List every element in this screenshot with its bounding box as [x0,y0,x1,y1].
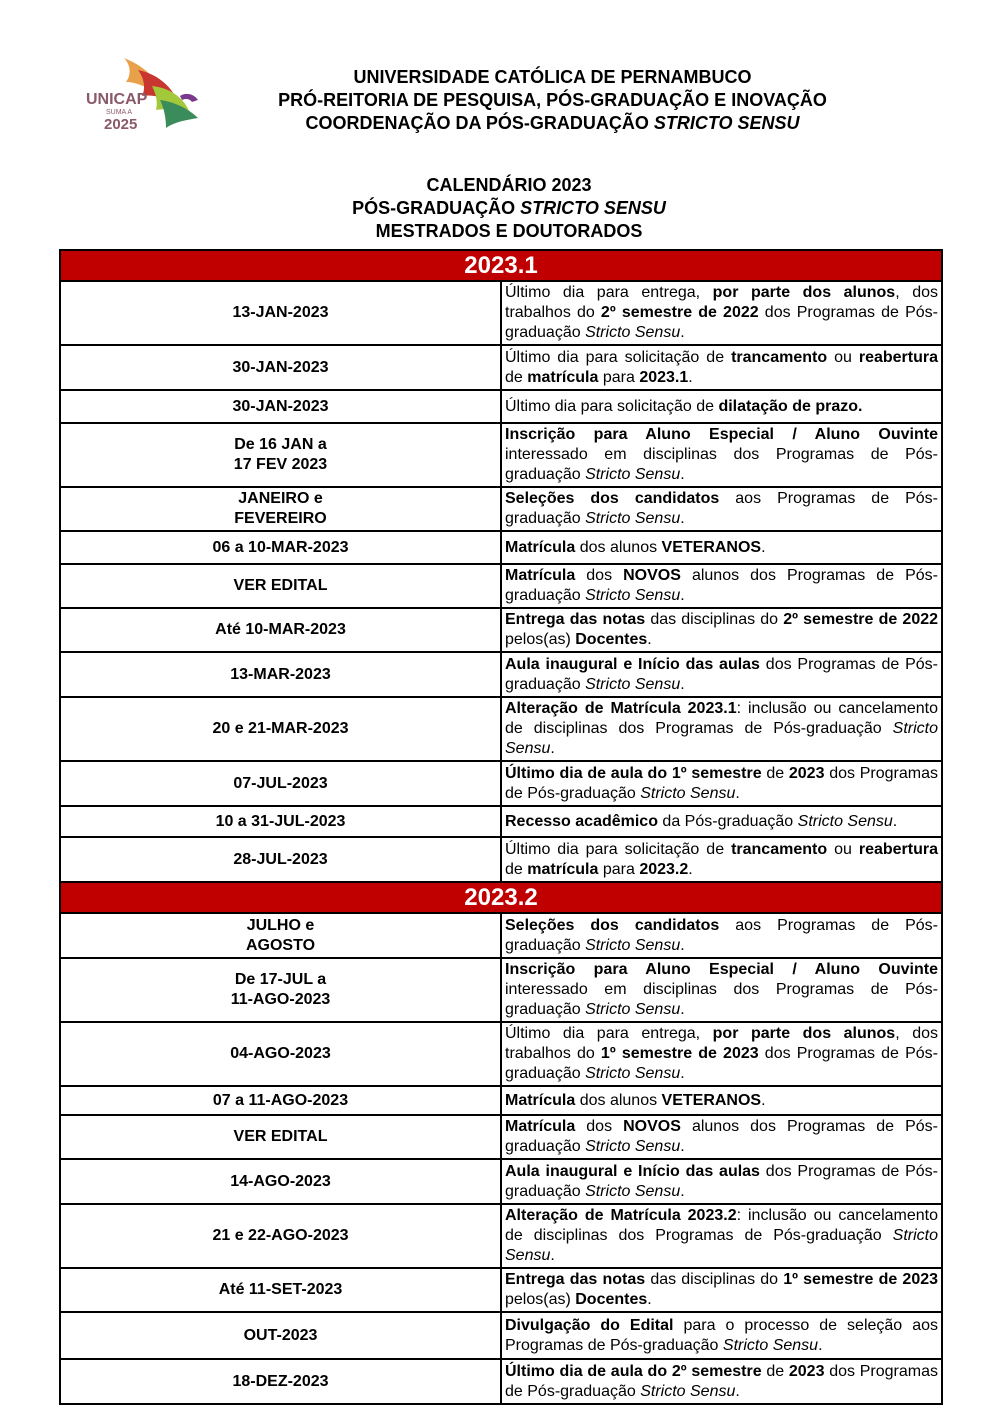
calendar-date [60,652,501,697]
calendar-description [501,697,942,761]
header-line-university: UNIVERSIDADE CATÓLICA DE PERNAMBUCO [353,67,752,87]
calendar-date [60,281,501,345]
description-text: alunos dos Programas de Pós-graduação [505,567,938,604]
calendar-title-line3: MESTRADOS E DOUTORADOS [375,221,643,241]
calendar-date [60,1312,501,1359]
description-text: . [680,1065,685,1082]
calendar-date [60,1022,501,1086]
section-header-row [60,250,942,281]
calendar-row [60,390,942,423]
calendar-date [60,1359,501,1404]
description-text: dos Programas de Pós-graduação [505,1362,938,1400]
date-line: De 17-JUL a [234,971,327,988]
calendar-date [60,1159,501,1204]
description-text: pelos(as) [505,631,576,648]
date-line: 07 a 11-AGO-2023 [212,1091,349,1109]
description-text: Último dia para entrega, [505,284,713,301]
date-line: OUT-2023 [243,1326,318,1344]
description-text: dos Programas de Pós-graduação [505,764,938,802]
logo-text: UNICAP [86,91,148,108]
calendar-row [60,608,942,652]
description-text: Último dia para entrega, [505,1025,713,1042]
description-italic: Stricto Sensu [585,324,681,341]
description-italic: Stricto Sensu [722,1336,819,1354]
calendar-description [501,1359,942,1404]
logo-subtext: SUMA A [106,109,133,116]
calendar-row [60,1268,942,1312]
description-bold: reabertura [858,348,939,366]
description-text: de [505,860,528,878]
calendar-row [60,806,942,837]
description-bold: Seleções dos candidatos [505,490,720,507]
description-text: dos Programas de Pós-graduação [505,304,938,341]
description-bold: NOVOS [623,567,681,584]
description-italic: Stricto Sensu [585,1001,681,1018]
calendar-date [60,345,501,390]
description-italic: Stricto Sensu [797,812,893,830]
description-bold: Último dia de aula do 2º semestre [505,1362,762,1380]
calendar-date [60,1204,501,1268]
description-text: interessado em disciplinas dos Programas de Pós-graduação [505,981,938,1018]
description-text: . [680,587,685,604]
calendar-date [60,423,501,487]
description-bold: Aula inaugural e Início das aulas [505,1162,760,1180]
calendar-description [501,1115,942,1159]
calendar-title [200,174,818,243]
calendar-description [501,1312,942,1359]
description-text: Último dia para solicitação de [505,348,732,366]
date-line: Até 10-MAR-2023 [215,621,346,638]
description-text: . [735,784,740,802]
description-text: das disciplinas do [645,1271,784,1288]
date-line: 21 e 22-AGO-2023 [212,1227,349,1244]
description-text: : inclusão ou cancelamento de disciplinas dos Programas de Pós-graduação [505,700,939,737]
calendar-date [60,913,501,958]
description-bold: Inscrição para Aluno Especial / Aluno Ouvinte [505,961,938,978]
section-title: 2023.1 [60,250,942,281]
description-text: de [505,368,528,386]
date-line: 13-JAN-2023 [232,304,329,321]
description-bold: trancamento [731,348,828,366]
calendar-date [60,697,501,761]
description-bold: Matrícula [505,538,576,556]
calendar-date [60,564,501,608]
date-line: 20 e 21-MAR-2023 [212,720,349,737]
calendar-row [60,1022,942,1086]
description-text: . [680,1138,685,1155]
date-line: 30-JAN-2023 [232,358,329,376]
calendar-row [60,487,942,531]
calendar-date [60,531,501,564]
description-text: das disciplinas do [645,611,784,628]
description-text: . [735,1382,740,1400]
calendar-title-line1: CALENDÁRIO 2023 [426,175,592,195]
description-bold: 2023.1 [639,368,689,386]
description-bold: Inscrição para Aluno Especial / Aluno Ouvinte [505,426,938,443]
description-text: dos [575,567,624,584]
calendar-description [501,806,942,837]
description-text: . [761,538,766,556]
calendar-row [60,423,942,487]
description-bold: Docentes [575,631,648,648]
header-line3-prefix: COORDENAÇÃO DA PÓS-GRADUAÇÃO [305,113,654,133]
date-line: AGOSTO [245,936,316,954]
description-text: para o processo de seleção aos Programas de Pós-graduação [505,1316,938,1354]
calendar-description [501,531,942,564]
calendar-description [501,423,942,487]
description-bold: dilatação de prazo. [718,397,863,415]
date-line: 06 a 10-MAR-2023 [212,538,349,556]
calendar-description [501,281,942,345]
description-italic: Stricto Sensu [505,720,938,757]
calendar-row [60,761,942,806]
description-text: interessado em disciplinas dos Programas de Pós- graduação [505,446,938,483]
date-line: 17 FEV 2023 [233,456,328,473]
section-header-row [60,882,942,913]
calendar-row [60,1312,942,1359]
description-bold: 1º semestre de 2023 [600,1045,759,1062]
date-line: FEVEREIRO [234,510,327,527]
date-line: 14-AGO-2023 [230,1172,331,1190]
description-bold: Matrícula [505,1118,576,1135]
description-bold: 2023.2 [639,860,689,878]
description-text: da Pós-graduação [657,812,798,830]
date-line: 13-MAR-2023 [230,665,331,683]
description-text: . [688,860,693,878]
calendar-description [501,390,942,423]
description-text: . [550,1247,555,1264]
date-line: De 16 JAN a [234,436,327,453]
date-line: Até 11-SET-2023 [218,1281,343,1298]
description-bold: matrícula [527,368,599,386]
calendar-description [501,1204,942,1268]
description-text: dos Programas de Pós-graduação [505,655,938,693]
description-italic: Stricto Sensu [585,587,681,604]
date-line: 04-AGO-2023 [230,1045,331,1062]
description-text: dos Programas de Pós-graduação [505,1162,938,1200]
header-line-pro-rectory: PRÓ-REITORIA DE PESQUISA, PÓS-GRADUAÇÃO E INOVAÇÃO [278,90,827,110]
calendar-description [501,652,942,697]
description-bold: Divulgação do Edital [505,1316,674,1334]
description-bold: Alteração de Matrícula 2023.2 [505,1207,737,1224]
calendar-date [60,806,501,837]
calendar-description [501,487,942,531]
calendar-description [501,913,942,958]
calendar-row [60,652,942,697]
calendar-row [60,564,942,608]
date-line: VER EDITAL [233,577,328,594]
header-line3-italic: STRICTO SENSU [653,113,800,133]
description-italic: Stricto Sensu [640,1382,736,1400]
description-text: ou [827,840,859,858]
description-text: para [598,860,640,878]
description-bold: VETERANOS [661,538,762,556]
description-text: . [892,812,898,830]
description-text: , dos trabalhos do [505,1025,939,1062]
calendar-description [501,1268,942,1312]
description-text: ou [827,348,859,366]
description-text: . [680,510,685,527]
calendar-description [501,345,942,390]
description-bold: Entrega das notas [505,611,646,628]
description-bold: trancamento [731,840,828,858]
date-line: 28-JUL-2023 [233,850,328,868]
calendar-description [501,1022,942,1086]
calendar-description [501,958,942,1022]
description-text: para [598,368,640,386]
description-text: . [680,466,685,483]
description-text: Último dia para solicitação de [505,840,732,858]
description-italic: Stricto Sensu [585,510,681,527]
calendar-date [60,1086,501,1115]
description-text: dos Programas de Pós-graduação [505,1045,938,1082]
calendar-row [60,958,942,1022]
description-text: . [680,1182,685,1200]
date-line: 10 a 31-JUL-2023 [215,812,346,830]
description-bold: 1º semestre de 2023 [783,1271,939,1288]
calendar-description [501,1086,942,1115]
description-text: . [680,936,685,954]
description-bold: NOVOS [623,1118,681,1135]
calendar-description [501,1159,942,1204]
description-bold: matrícula [527,860,599,878]
description-text: . [550,740,555,757]
description-text: . [680,324,685,341]
calendar-date [60,958,501,1022]
calendar-row [60,1086,942,1115]
date-line: 30-JAN-2023 [232,397,329,415]
calendar-row [60,1115,942,1159]
description-bold: 2º semestre de 2022 [600,304,759,321]
description-text: . [647,631,652,648]
date-line: 18-DEZ-2023 [232,1372,329,1390]
description-text: dos alunos [575,538,662,556]
description-bold: Último dia de aula do 1º semestre [505,764,762,782]
calendar-row [60,1159,942,1204]
calendar-date [60,487,501,531]
date-line: JULHO e [246,916,315,934]
calendar-date [60,761,501,806]
date-line: 07-JUL-2023 [233,774,328,792]
description-text: . [688,368,693,386]
calendar-date [60,1115,501,1159]
description-italic: Stricto Sensu [585,675,681,693]
description-bold: Entrega das notas [505,1271,646,1288]
description-bold: 2023 [788,764,825,782]
description-bold: Alteração de Matrícula 2023.1 [505,700,737,717]
calendar-row [60,345,942,390]
header-line-coordination [200,112,905,135]
description-text: de [761,764,789,782]
section-title: 2023.2 [60,882,942,913]
description-text: . [680,675,685,693]
description-bold: por parte dos alunos [712,1025,896,1042]
calendar-date [60,390,501,423]
description-bold: por parte dos alunos [712,284,896,301]
description-text: , dos trabalhos do [505,284,939,321]
description-text: : inclusão ou cancelamento de disciplinas dos Programas de Pós-graduação [505,1207,939,1244]
description-text: aos Programas de Pós-graduação [505,916,938,954]
date-line: VER EDITAL [233,1128,328,1145]
description-text: dos alunos [575,1091,662,1109]
description-bold: VETERANOS [661,1091,762,1109]
description-italic: Stricto Sensu [505,1227,938,1264]
calendar-description [501,564,942,608]
description-bold: Matrícula [505,1091,576,1109]
calendar-description [501,761,942,806]
description-text: . [818,1336,823,1354]
institution-header [200,66,905,135]
calendar-row [60,913,942,958]
description-text: . [680,1001,685,1018]
description-bold: 2023 [788,1362,825,1380]
description-italic: Stricto Sensu [585,1065,681,1082]
description-text: . [647,1291,652,1308]
description-bold: Aula inaugural e Início das aulas [505,655,760,673]
calendar-row [60,697,942,761]
calendar-row [60,837,942,882]
description-bold: Recesso acadêmico [505,812,658,830]
calendar-title-line2 [200,197,818,220]
description-italic: Stricto Sensu [585,466,681,483]
calendar-date [60,837,501,882]
description-bold: 2º semestre de 2022 [783,611,939,628]
description-text: Último dia para solicitação de [505,397,719,415]
description-italic: Stricto Sensu [640,784,736,802]
description-italic: Stricto Sensu [585,936,681,954]
calendar-date [60,608,501,652]
calendar-date [60,1268,501,1312]
unicap-2025-logo [82,52,210,138]
calendar-table-body [60,250,942,1404]
calendar-table [59,249,943,1405]
description-text: de [761,1362,789,1380]
description-text: . [761,1091,766,1109]
calendar-row [60,531,942,564]
calendar-row [60,281,942,345]
description-text: aos Programas de Pós-graduação [505,490,938,527]
description-bold: Seleções dos candidatos [505,916,720,934]
description-text: pelos(as) [505,1291,576,1308]
date-line: 11-AGO-2023 [230,991,331,1008]
calendar-description [501,608,942,652]
calendar-row [60,1204,942,1268]
description-text: dos [575,1118,624,1135]
calendar-description [501,837,942,882]
description-bold: Docentes [575,1291,648,1308]
calendar-title-line2-italic: STRICTO SENSU [520,198,666,218]
description-italic: Stricto Sensu [585,1138,681,1155]
logo-year: 2025 [104,116,138,133]
date-line: JANEIRO e [238,490,323,507]
description-italic: Stricto Sensu [585,1182,681,1200]
description-text: alunos dos Programas de Pós-graduação [505,1118,938,1155]
calendar-row [60,1359,942,1404]
description-bold: reabertura [858,840,939,858]
calendar-title-line2-prefix: PÓS-GRADUAÇÃO [352,198,521,218]
description-bold: Matrícula [505,567,576,584]
